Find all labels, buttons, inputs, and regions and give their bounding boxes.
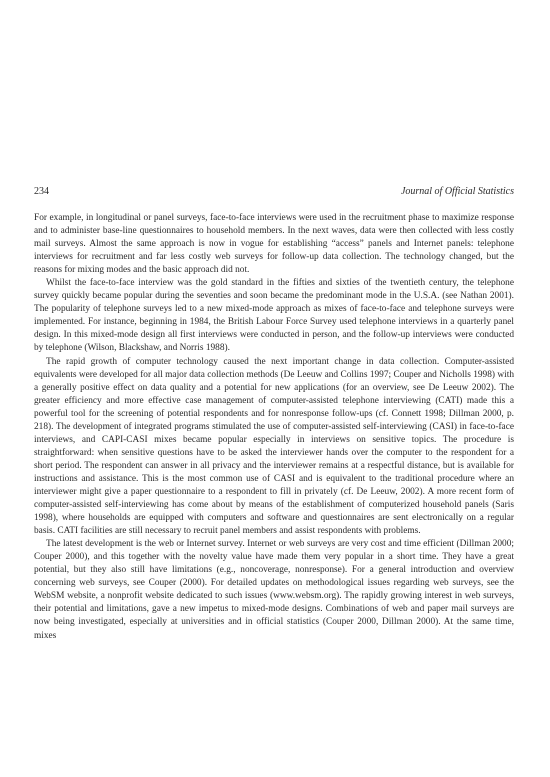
journal-title: Journal of Official Statistics (400, 186, 514, 197)
paragraph-1: For example, in longitudinal or panel surveys, face-to-face interviews were used in the recruitment phase to maximize response and to administer base-line questionnaires to household members. In the next waves, data were then collected with less costly mail surveys. Almost the same approach is now in vogue for establishing “access” panels and Internet panels: telephone interviews for recruitment and far less costly web surveys for follow-up data collection. The technology changed, but the reasons for mixing modes and the basic approach did not. (34, 213, 514, 276)
paragraph-4: The latest development is the web or Internet survey. Internet or web surveys are very cost and time efficient (Dillman 2000; Couper 2000), and this together with the novelty value have made them very popular in a short time. They have a great potential, but they also still have limitations (e.g., noncoverage, nonresponse). For a general introduction and overview concerning web surveys, see Couper (2000). For detailed updates on methodological issues regarding web surveys, see the WebSM website, a nonprofit website dedicated to such issues (www.websm.org). The rapidly growing interest in web surveys, their potential and limitations, gave a new impetus to mixed-mode designs. Combinations of web and paper mail surveys are now being investigated, especially at universities and in official statistics (Couper 2000, Dillman 2000). At the same time, mixes (34, 539, 514, 641)
running-head (34, 185, 514, 199)
body-text (34, 212, 514, 643)
page-number: 234 (34, 186, 49, 197)
paragraph-2: Whilst the face-to-face interview was the gold standard in the fifties and sixties of the twentieth century, the telephone survey quickly became popular during the seventies and soon became the predominant mode in the U.S.A. (see Nathan 2001). The popularity of telephone surveys led to a new mixed-mode approach as mixes of face-to-face and telephone surveys were implemented. For instance, beginning in 1984, the British Labour Force Survey used telephone interviews in a quarterly panel design. In this mixed-mode design all first interviews were conducted in person, and the follow-up interviews were conducted by telephone (Wilson, Blackshaw, and Norris 1988). (34, 278, 514, 354)
paragraph-3: The rapid growth of computer technology caused the next important change in data collection. Computer-assisted equivalents were developed for all major data collection methods (De Leeuw and Collins 1997; Couper and Nicholls 1998) with a generally positive effect on data quality and a potential for new applications (for an overview, see De Leeuw 2002). The greater efficiency and more effective case management of computer-assisted telephone interviewing (CATI) made this a powerful tool for the screening of potential respondents and for nonresponse follow-ups (cf. Connett 1998; Dillman 2000, p. 218). The development of integrated programs stimulated the use of computer-assisted self-interviewing (CASI) in face-to-face interviews, and CAPI-CASI mixes became popular especially in interviews on sensitive topics. The procedure is straightforward: when sensitive questions have to be asked the interviewer hands over the computer to the respondent for a short period. The respondent can answer in all privacy and the interviewer remains at a respectful distance, but is available for instructions and assistance. This is the most common use of CASI and is equivalent to the traditional procedure where an interviewer might give a paper questionnaire to a respondent to fill in privately (cf. De Leeuw, 2002). A more recent form of computer-assisted self-interviewing has come about by means of the establishment of computerized household panels (Saris 1998), where households are equipped with computers and software and questionnaires are sent electronically on a regular basis. CATI facilities are still necessary to recruit panel members and assist respondents with problems. (34, 356, 514, 537)
